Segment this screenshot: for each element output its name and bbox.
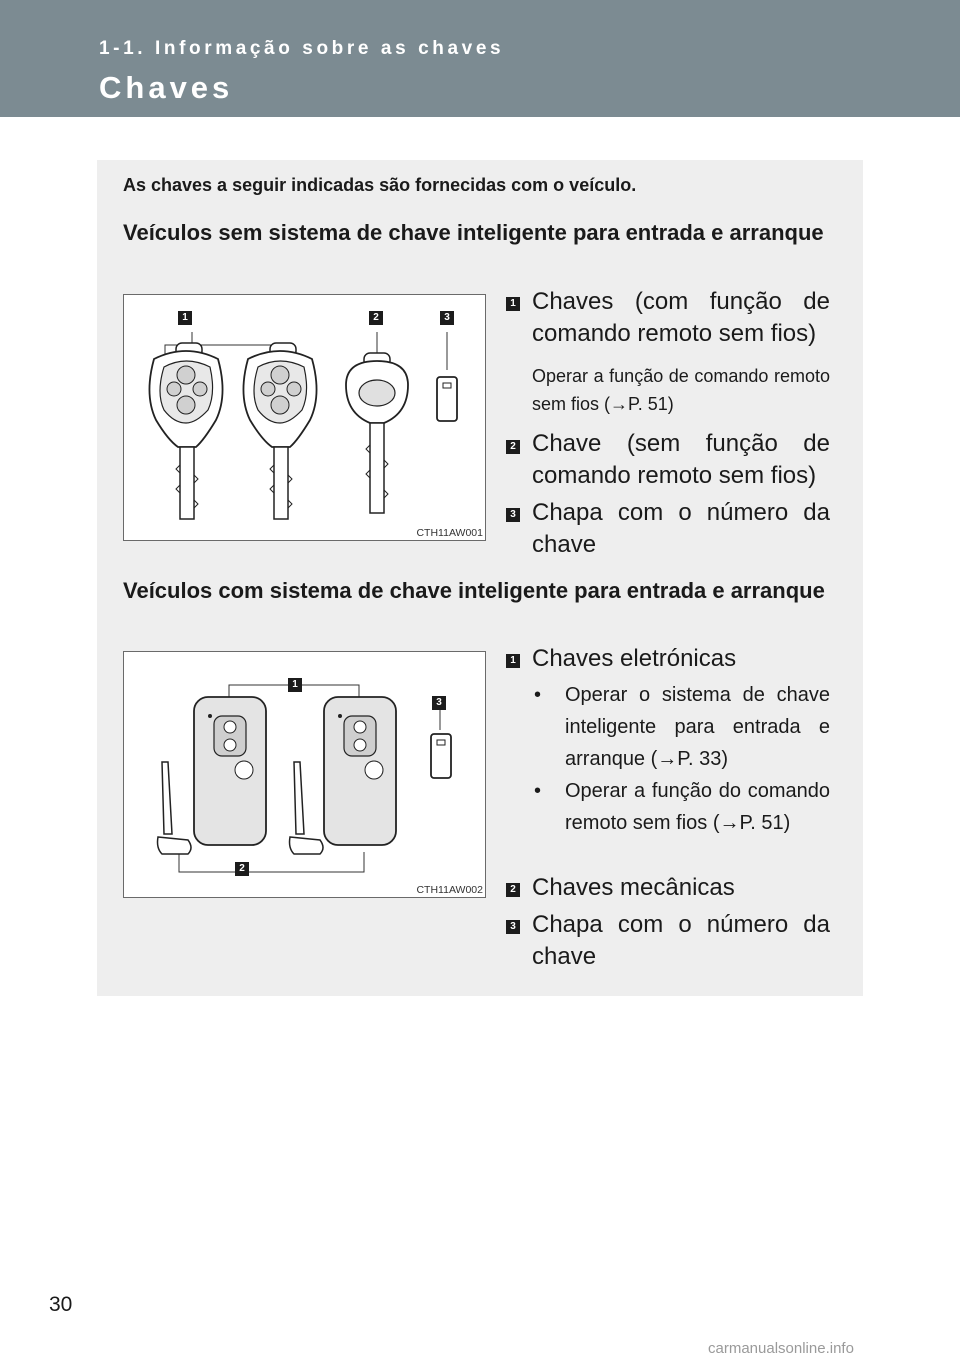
header-bar: [0, 0, 960, 117]
remote-key-icon: [149, 343, 222, 519]
figure-keys-standard: [123, 294, 486, 541]
key-number-plate-icon: [431, 734, 451, 778]
item-plain-key: Chave (sem função de comando remoto sem fios): [532, 430, 830, 489]
page-number: 30: [49, 1293, 73, 1316]
mechanical-key-icon: [290, 762, 324, 854]
callout-3: 3: [432, 696, 446, 710]
electronic-key-icon: [324, 697, 396, 845]
callout-2: 2: [235, 862, 249, 876]
bullet-dot: •: [534, 780, 542, 802]
item-number: 2: [506, 440, 520, 454]
item-number: 1: [506, 654, 520, 668]
key-number-plate-icon: [437, 377, 457, 421]
page-title: Chaves: [99, 70, 234, 105]
item-electronic-keys: Chaves eletrónicas: [532, 645, 737, 672]
figure-code: CTH11AW002: [416, 884, 483, 896]
intro-text: As chaves a seguir indicadas são fornecidas com o veículo.: [123, 175, 637, 195]
figure-keys-smart: [123, 651, 486, 898]
item-key-number-plate: Chapa com o número da chave: [532, 911, 830, 970]
bullet-smart-entry: Operar o sistema de chave inteligente para entrada e arranque (→P. 33): [565, 684, 830, 770]
watermark: carmanualsonline.info: [708, 1340, 854, 1357]
item-number: 3: [506, 508, 520, 522]
callout-1: 1: [178, 311, 192, 325]
mechanical-key-icon: [158, 762, 192, 854]
callout-1: 1: [288, 678, 302, 692]
figure-code: CTH11AW001: [416, 527, 483, 539]
remote-key-icon: [243, 343, 316, 519]
keys-standard-illustration: [124, 295, 487, 542]
callout-2: 2: [369, 311, 383, 325]
item-number: 3: [506, 920, 520, 934]
callout-3: 3: [440, 311, 454, 325]
item-number: 2: [506, 883, 520, 897]
item-remote-keys: Chaves (com função de comando remoto sem fios): [532, 288, 830, 347]
plain-key-icon: [346, 353, 408, 513]
electronic-key-icon: [194, 697, 266, 845]
item-note: Operar a função de comando remoto sem fios (→P. 51): [532, 366, 830, 414]
item-number: 1: [506, 297, 520, 311]
item-mechanical-keys: Chaves mecânicas: [532, 874, 735, 901]
heading-without-smart-key: Veículos sem sistema de chave inteligente para entrada e arranque: [123, 220, 824, 245]
bullet-remote: Operar a função do comando remoto sem fios (→P. 51): [565, 780, 830, 834]
bullet-dot: •: [534, 684, 542, 706]
item-key-number-plate: Chapa com o número da chave: [532, 499, 830, 558]
section-label: 1-1. Informação sobre as chaves: [99, 38, 505, 59]
heading-with-smart-key: Veículos com sistema de chave inteligente para entrada e arranque: [123, 578, 825, 603]
keys-smart-illustration: [124, 652, 487, 899]
